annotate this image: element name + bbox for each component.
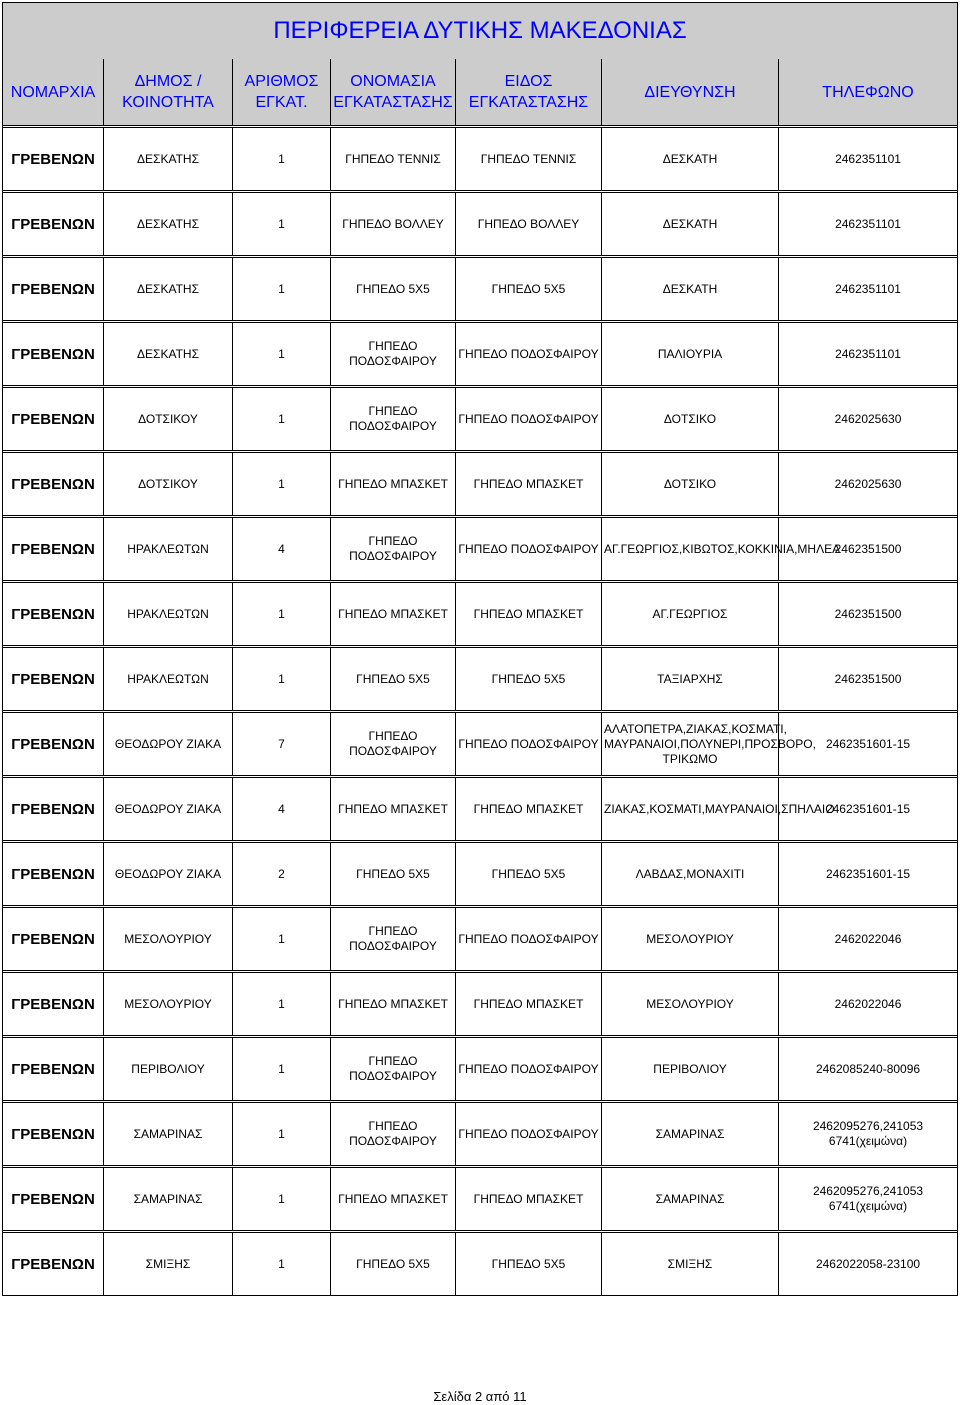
- onomasia-cell: ΓΗΠΕΔΟ ΠΟΔΟΣΦΑΙΡΟΥ: [331, 1103, 456, 1166]
- table-row: [3, 843, 958, 906]
- table-row: [3, 583, 958, 646]
- eidos-cell: ΓΗΠΕΔΟ ΠΟΔΟΣΦΑΙΡΟΥ: [456, 713, 602, 776]
- table-row: [3, 193, 958, 256]
- dimos-cell: ΔΕΣΚΑΤΗΣ: [104, 323, 233, 386]
- onomasia-cell: ΓΗΠΕΔΟ ΠΟΔΟΣΦΑΙΡΟΥ: [331, 1038, 456, 1101]
- tilefono-cell: 2462025630: [779, 388, 958, 451]
- dieuthynsi-cell: ΣΜΙΞΗΣ: [602, 1233, 779, 1296]
- table-row: [3, 1233, 958, 1296]
- table-row: [3, 1168, 958, 1231]
- tilefono-cell: 2462351101: [779, 128, 958, 191]
- dimos-cell: ΗΡΑΚΛΕΩΤΩΝ: [104, 648, 233, 711]
- dieuthynsi-cell: ΖΙΑΚΑΣ,ΚΟΣΜΑΤΙ,ΜΑΥΡΑΝΑΙΟΙ,ΣΠΗΛΑΙΟ: [602, 778, 779, 841]
- dimos-cell: ΔΕΣΚΑΤΗΣ: [104, 128, 233, 191]
- onomasia-cell: ΓΗΠΕΔΟ 5Χ5: [331, 1233, 456, 1296]
- nomarchia-cell: ΓΡΕΒΕΝΩΝ: [3, 1233, 104, 1296]
- tilefono-cell: 2462025630: [779, 453, 958, 516]
- onomasia-cell: ΓΗΠΕΔΟ ΠΟΔΟΣΦΑΙΡΟΥ: [331, 388, 456, 451]
- table-row: [3, 518, 958, 581]
- nomarchia-cell: ΓΡΕΒΕΝΩΝ: [3, 1103, 104, 1166]
- eidos-cell: ΓΗΠΕΔΟ ΠΟΔΟΣΦΑΙΡΟΥ: [456, 1038, 602, 1101]
- header-nomarchia: ΝΟΜΑΡΧΙΑ: [3, 59, 104, 126]
- dieuthynsi-cell: ΔΕΣΚΑΤΗ: [602, 258, 779, 321]
- nomarchia-cell: ΓΡΕΒΕΝΩΝ: [3, 908, 104, 971]
- dieuthynsi-cell: ΔΕΣΚΑΤΗ: [602, 193, 779, 256]
- eidos-cell: ΓΗΠΕΔΟ ΜΠΑΣΚΕΤ: [456, 973, 602, 1036]
- onomasia-cell: ΓΗΠΕΔΟ 5Χ5: [331, 648, 456, 711]
- dieuthynsi-cell: ΛΑΒΔΑΣ,ΜΟΝΑΧΙΤΙ: [602, 843, 779, 906]
- tilefono-cell: 2462022046: [779, 973, 958, 1036]
- eidos-cell: ΓΗΠΕΔΟ ΜΠΑΣΚΕΤ: [456, 453, 602, 516]
- header-eidos: ΕΙΔΟΣ ΕΓΚΑΤΑΣΤΑΣΗΣ: [456, 59, 602, 126]
- tilefono-cell: 2462095276,241053 6741(χειμώνα): [779, 1168, 958, 1231]
- arithmos-cell: 4: [233, 518, 331, 581]
- dieuthynsi-cell: ΑΓ.ΓΕΩΡΓΙΟΣ,ΚΙΒΩΤΟΣ,ΚΟΚΚΙΝΙΑ,ΜΗΛΕΑ: [602, 518, 779, 581]
- nomarchia-cell: ΓΡΕΒΕΝΩΝ: [3, 1038, 104, 1101]
- arithmos-cell: 1: [233, 128, 331, 191]
- nomarchia-cell: ΓΡΕΒΕΝΩΝ: [3, 713, 104, 776]
- arithmos-cell: 1: [233, 908, 331, 971]
- eidos-cell: ΓΗΠΕΔΟ 5Χ5: [456, 1233, 602, 1296]
- dieuthynsi-cell: ΠΕΡΙΒΟΛΙΟΥ: [602, 1038, 779, 1101]
- dieuthynsi-cell: ΔΕΣΚΑΤΗ: [602, 128, 779, 191]
- nomarchia-cell: ΓΡΕΒΕΝΩΝ: [3, 388, 104, 451]
- dieuthynsi-cell: ΑΛΑΤΟΠΕΤΡΑ,ΖΙΑΚΑΣ,ΚΟΣΜΑΤΙ, ΜΑΥΡΑΝΑΙΟΙ,ΠΟΛΥΝΕΡΙ,ΠΡΟΣΒΟΡΟ, ΤΡΙΚΩΜΟ: [602, 713, 779, 776]
- onomasia-cell: ΓΗΠΕΔΟ ΠΟΔΟΣΦΑΙΡΟΥ: [331, 518, 456, 581]
- dimos-cell: ΜΕΣΟΛΟΥΡΙΟΥ: [104, 908, 233, 971]
- nomarchia-cell: ΓΡΕΒΕΝΩΝ: [3, 193, 104, 256]
- nomarchia-cell: ΓΡΕΒΕΝΩΝ: [3, 778, 104, 841]
- eidos-cell: ΓΗΠΕΔΟ ΤΕΝΝΙΣ: [456, 128, 602, 191]
- dieuthynsi-cell: ΔΟΤΣΙΚΟ: [602, 453, 779, 516]
- tilefono-cell: 2462351500: [779, 648, 958, 711]
- onomasia-cell: ΓΗΠΕΔΟ ΜΠΑΣΚΕΤ: [331, 583, 456, 646]
- onomasia-cell: ΓΗΠΕΔΟ ΜΠΑΣΚΕΤ: [331, 778, 456, 841]
- tilefono-cell: 2462351601-15: [779, 713, 958, 776]
- page-number: Σελίδα 2 από 11: [433, 1389, 527, 1404]
- header-row: [3, 59, 958, 126]
- tilefono-cell: 2462351101: [779, 258, 958, 321]
- arithmos-cell: 1: [233, 193, 331, 256]
- nomarchia-cell: ΓΡΕΒΕΝΩΝ: [3, 453, 104, 516]
- dimos-cell: ΣΑΜΑΡΙΝΑΣ: [104, 1103, 233, 1166]
- nomarchia-cell: ΓΡΕΒΕΝΩΝ: [3, 1168, 104, 1231]
- tilefono-cell: 2462351601-15: [779, 778, 958, 841]
- eidos-cell: ΓΗΠΕΔΟ 5Χ5: [456, 258, 602, 321]
- dimos-cell: ΘΕΟΔΩΡΟΥ ΖΙΑΚΑ: [104, 843, 233, 906]
- eidos-cell: ΓΗΠΕΔΟ ΒΟΛΛΕΥ: [456, 193, 602, 256]
- dieuthynsi-cell: ΤΑΞΙΑΡΧΗΣ: [602, 648, 779, 711]
- arithmos-cell: 7: [233, 713, 331, 776]
- tilefono-cell: 2462351101: [779, 193, 958, 256]
- nomarchia-cell: ΓΡΕΒΕΝΩΝ: [3, 973, 104, 1036]
- dieuthynsi-cell: ΑΓ.ΓΕΩΡΓΙΟΣ: [602, 583, 779, 646]
- table-row: [3, 128, 958, 191]
- eidos-cell: ΓΗΠΕΔΟ ΠΟΔΟΣΦΑΙΡΟΥ: [456, 1103, 602, 1166]
- table-row: [3, 1103, 958, 1166]
- page-title: ΠΕΡΙΦΕΡΕΙΑ ΔΥΤΙΚΗΣ ΜΑΚΕΔΟΝΙΑΣ: [3, 3, 958, 60]
- table-row: [3, 258, 958, 321]
- arithmos-cell: 1: [233, 388, 331, 451]
- table-row: [3, 388, 958, 451]
- onomasia-cell: ΓΗΠΕΔΟ 5Χ5: [331, 258, 456, 321]
- eidos-cell: ΓΗΠΕΔΟ ΠΟΔΟΣΦΑΙΡΟΥ: [456, 323, 602, 386]
- header-tilefono: ΤΗΛΕΦΩΝΟ: [779, 59, 958, 126]
- dimos-cell: ΔΟΤΣΙΚΟΥ: [104, 453, 233, 516]
- tilefono-cell: 2462085240-80096: [779, 1038, 958, 1101]
- dieuthynsi-cell: ΜΕΣΟΛΟΥΡΙΟΥ: [602, 908, 779, 971]
- dimos-cell: ΠΕΡΙΒΟΛΙΟΥ: [104, 1038, 233, 1101]
- header-dieuthynsi: ΔΙΕΥΘΥΝΣΗ: [602, 59, 779, 126]
- title-row: [3, 3, 958, 60]
- nomarchia-cell: ΓΡΕΒΕΝΩΝ: [3, 648, 104, 711]
- onomasia-cell: ΓΗΠΕΔΟ ΒΟΛΛΕΥ: [331, 193, 456, 256]
- onomasia-cell: ΓΗΠΕΔΟ ΜΠΑΣΚΕΤ: [331, 1168, 456, 1231]
- eidos-cell: ΓΗΠΕΔΟ ΜΠΑΣΚΕΤ: [456, 583, 602, 646]
- arithmos-cell: 4: [233, 778, 331, 841]
- header-onomasia: ΟΝΟΜΑΣΙΑ ΕΓΚΑΤΑΣΤΑΣΗΣ: [331, 59, 456, 126]
- dimos-cell: ΘΕΟΔΩΡΟΥ ΖΙΑΚΑ: [104, 778, 233, 841]
- table-row: [3, 1038, 958, 1101]
- dieuthynsi-cell: ΔΟΤΣΙΚΟ: [602, 388, 779, 451]
- header-arithmos: ΑΡΙΘΜΟΣ ΕΓΚΑΤ.: [233, 59, 331, 126]
- table-row: [3, 323, 958, 386]
- dimos-cell: ΗΡΑΚΛΕΩΤΩΝ: [104, 518, 233, 581]
- onomasia-cell: ΓΗΠΕΔΟ ΤΕΝΝΙΣ: [331, 128, 456, 191]
- onomasia-cell: ΓΗΠΕΔΟ ΜΠΑΣΚΕΤ: [331, 453, 456, 516]
- table-row: [3, 908, 958, 971]
- header-dimos: ΔΗΜΟΣ / ΚΟΙΝΟΤΗΤΑ: [104, 59, 233, 126]
- dimos-cell: ΔΟΤΣΙΚΟΥ: [104, 388, 233, 451]
- arithmos-cell: 1: [233, 453, 331, 516]
- eidos-cell: ΓΗΠΕΔΟ ΠΟΔΟΣΦΑΙΡΟΥ: [456, 908, 602, 971]
- eidos-cell: ΓΗΠΕΔΟ ΜΠΑΣΚΕΤ: [456, 778, 602, 841]
- arithmos-cell: 1: [233, 648, 331, 711]
- nomarchia-cell: ΓΡΕΒΕΝΩΝ: [3, 323, 104, 386]
- onomasia-cell: ΓΗΠΕΔΟ ΠΟΔΟΣΦΑΙΡΟΥ: [331, 908, 456, 971]
- arithmos-cell: 1: [233, 1103, 331, 1166]
- dimos-cell: ΣΑΜΑΡΙΝΑΣ: [104, 1168, 233, 1231]
- eidos-cell: ΓΗΠΕΔΟ ΠΟΔΟΣΦΑΙΡΟΥ: [456, 388, 602, 451]
- arithmos-cell: 1: [233, 1233, 331, 1296]
- dimos-cell: ΜΕΣΟΛΟΥΡΙΟΥ: [104, 973, 233, 1036]
- arithmos-cell: 1: [233, 1168, 331, 1231]
- tilefono-cell: 2462095276,241053 6741(χειμώνα): [779, 1103, 958, 1166]
- tilefono-cell: 2462351500: [779, 518, 958, 581]
- arithmos-cell: 1: [233, 323, 331, 386]
- eidos-cell: ΓΗΠΕΔΟ ΜΠΑΣΚΕΤ: [456, 1168, 602, 1231]
- dieuthynsi-cell: ΜΕΣΟΛΟΥΡΙΟΥ: [602, 973, 779, 1036]
- tilefono-cell: 2462351601-15: [779, 843, 958, 906]
- dimos-cell: ΔΕΣΚΑΤΗΣ: [104, 193, 233, 256]
- onomasia-cell: ΓΗΠΕΔΟ ΜΠΑΣΚΕΤ: [331, 973, 456, 1036]
- dimos-cell: ΗΡΑΚΛΕΩΤΩΝ: [104, 583, 233, 646]
- dieuthynsi-cell: ΠΑΛΙΟΥΡΙΑ: [602, 323, 779, 386]
- onomasia-cell: ΓΗΠΕΔΟ ΠΟΔΟΣΦΑΙΡΟΥ: [331, 323, 456, 386]
- tilefono-cell: 2462351500: [779, 583, 958, 646]
- dimos-cell: ΔΕΣΚΑΤΗΣ: [104, 258, 233, 321]
- tilefono-cell: 2462022058-23100: [779, 1233, 958, 1296]
- onomasia-cell: ΓΗΠΕΔΟ 5Χ5: [331, 843, 456, 906]
- arithmos-cell: 1: [233, 583, 331, 646]
- table-row: [3, 778, 958, 841]
- table-row: [3, 713, 958, 776]
- dimos-cell: ΘΕΟΔΩΡΟΥ ΖΙΑΚΑ: [104, 713, 233, 776]
- eidos-cell: ΓΗΠΕΔΟ 5Χ5: [456, 843, 602, 906]
- arithmos-cell: 2: [233, 843, 331, 906]
- table-row: [3, 973, 958, 1036]
- tilefono-cell: 2462351101: [779, 323, 958, 386]
- nomarchia-cell: ΓΡΕΒΕΝΩΝ: [3, 518, 104, 581]
- facilities-table: [2, 2, 958, 1296]
- tilefono-cell: 2462022046: [779, 908, 958, 971]
- dieuthynsi-cell: ΣΑΜΑΡΙΝΑΣ: [602, 1168, 779, 1231]
- dimos-cell: ΣΜΙΞΗΣ: [104, 1233, 233, 1296]
- nomarchia-cell: ΓΡΕΒΕΝΩΝ: [3, 258, 104, 321]
- onomasia-cell: ΓΗΠΕΔΟ ΠΟΔΟΣΦΑΙΡΟΥ: [331, 713, 456, 776]
- table-row: [3, 453, 958, 516]
- eidos-cell: ΓΗΠΕΔΟ ΠΟΔΟΣΦΑΙΡΟΥ: [456, 518, 602, 581]
- arithmos-cell: 1: [233, 258, 331, 321]
- nomarchia-cell: ΓΡΕΒΕΝΩΝ: [3, 843, 104, 906]
- table-row: [3, 648, 958, 711]
- arithmos-cell: 1: [233, 1038, 331, 1101]
- arithmos-cell: 1: [233, 973, 331, 1036]
- nomarchia-cell: ΓΡΕΒΕΝΩΝ: [3, 128, 104, 191]
- dieuthynsi-cell: ΣΑΜΑΡΙΝΑΣ: [602, 1103, 779, 1166]
- eidos-cell: ΓΗΠΕΔΟ 5Χ5: [456, 648, 602, 711]
- nomarchia-cell: ΓΡΕΒΕΝΩΝ: [3, 583, 104, 646]
